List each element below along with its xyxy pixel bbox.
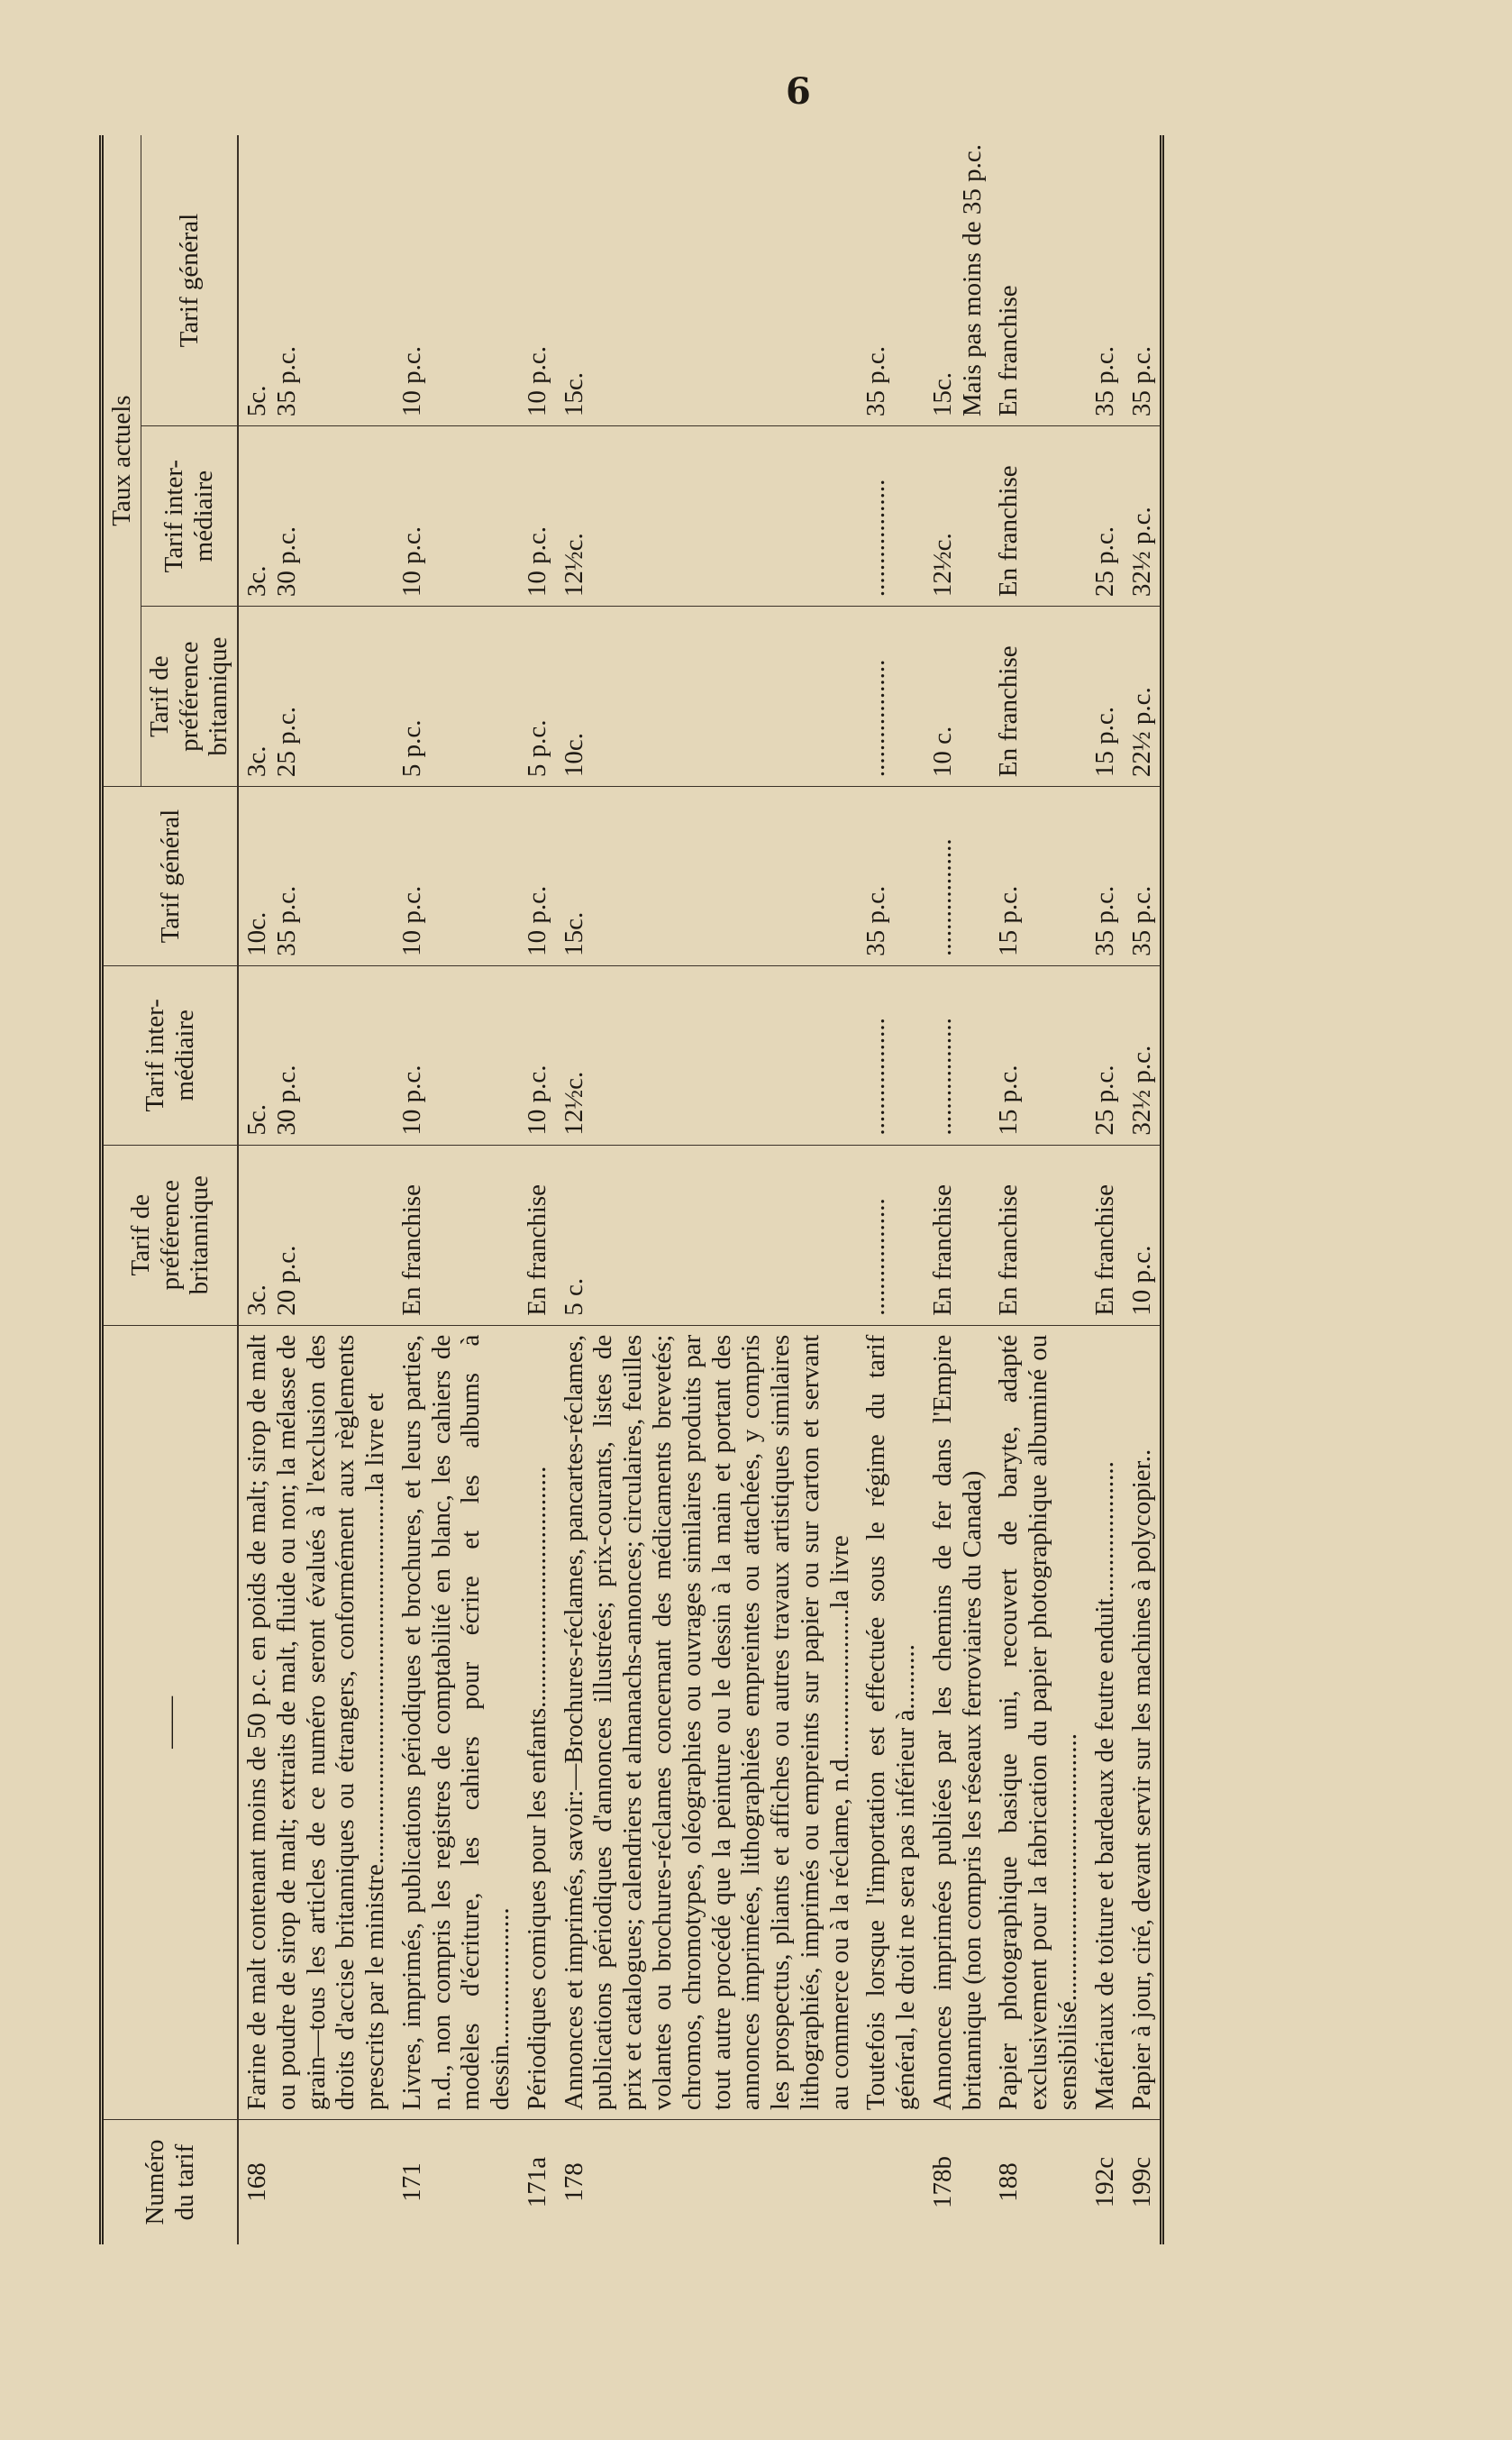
intermediate-rate-cell: 32½ p.c.: [1124, 965, 1162, 1145]
header-current-general: Tarif général: [141, 135, 238, 426]
general-rate-cell: 35 p.c.: [1087, 787, 1124, 966]
current-rate-note: Mais pas moins de 35 p.c.: [957, 144, 987, 417]
current-intermediate-cell: 12½c.: [925, 426, 991, 607]
table-row: [1124, 135, 1162, 2244]
preferential-rate-cell: En franchise: [990, 1145, 1086, 1325]
description-cell: Livres, imprimés, publications périodiques et brochures, et leurs parties, n.d., non compris les registres de comptabilité en blanc, les cahiers de modèles d'écriture, les cahiers pour écrire et les albums à dessin.....................: [394, 1325, 519, 2119]
current-general-cell: En franchise: [994, 285, 1024, 417]
intermediate-rate-cell: 10 p.c.: [394, 965, 519, 1145]
tariff-number-cell: 168: [238, 2120, 394, 2244]
current-intermediate-cell: 25 p.c.: [1087, 426, 1124, 607]
current-preferential-cell: ..................: [858, 607, 925, 787]
general-rate-cell: 35 p.c.: [858, 787, 925, 966]
tariff-number-cell: 171a: [519, 2120, 556, 2244]
current-preferential-cell: 10c.: [556, 607, 859, 787]
intermediate-rate-cell: ..................: [925, 965, 991, 1145]
current-general-cell: 35 p.c.: [861, 345, 891, 417]
tariff-table: [99, 135, 1164, 2244]
general-rate-cell: 10 p.c.: [519, 787, 556, 966]
current-general-cell: 35 p.c.: [1126, 345, 1156, 417]
current-intermediate-cell: 3c. 30 p.c.: [238, 426, 394, 607]
current-general-cell: 10 p.c.: [522, 345, 551, 417]
tariff-number-cell: 192c: [1087, 2120, 1124, 2244]
general-rate-cell: 10c. 35 p.c.: [238, 787, 394, 966]
current-preferential-cell: 22½ p.c.: [1124, 607, 1162, 787]
current-intermediate-cell: En franchise: [990, 426, 1086, 607]
header-current-preferential: Tarif de préférence britannique: [141, 607, 238, 787]
tariff-number-cell: 199c: [1124, 2120, 1162, 2244]
preferential-rate-cell: En franchise: [519, 1145, 556, 1325]
table-row: [1087, 135, 1124, 2244]
rotated-tariff-table: [99, 135, 1415, 2244]
current-intermediate-cell: 12½c.: [556, 426, 859, 607]
table-row: [858, 135, 925, 2244]
general-rate-cell: 15 p.c.: [990, 787, 1086, 966]
current-intermediate-cell: 10 p.c.: [394, 426, 519, 607]
intermediate-rate-cell: 25 p.c.: [1087, 965, 1124, 1145]
intermediate-rate-cell: 10 p.c.: [519, 965, 556, 1145]
current-preferential-cell: 15 p.c.: [1087, 607, 1124, 787]
intermediate-rate-cell: 5c. 30 p.c.: [238, 965, 394, 1145]
description-cell: Matériaux de toiture et bardeaux de feutre enduit.....................: [1087, 1325, 1124, 2119]
tariff-number-cell: 188: [990, 2120, 1086, 2244]
general-rate-cell: 15c.: [556, 787, 859, 966]
description-cell: Papier à jour, ciré, devant servir sur les machines à polycopier..: [1124, 1325, 1162, 2119]
current-preferential-cell: 10 c.: [925, 607, 991, 787]
description-cell: Annonces imprimées publiées par les chemins de fer dans l'Empire britannique (non compris les réseaux ferroviaires du Canada): [925, 1325, 991, 2119]
tariff-number-cell: 171: [394, 2120, 519, 2244]
table-body: [238, 135, 1162, 2244]
current-preferential-cell: 5 p.c.: [394, 607, 519, 787]
description-cell: Annonces et imprimés, savoir:—Brochures-réclames, pancartes-réclames, publications périodiques d'annonces illustrées; prix-courants, listes de prix et catalogues; calendriers et almanachs-annonces; circulaires, feuilles volantes ou brochures-réclames concernant des médicaments brevetés; chromos, chromotypes, oléographies ou ouvrages similaires produits par tout autre procédé que la peinture ou le dessin à la main et portant des annonces imprimées, lithographiées empreintes ou attachées, y compris les prospectus, pliants et affiches ou autres travaux artistiques similaires lithographiés, imprimés ou empreints sur papier ou sur carton et servant au commerce ou à la réclame, n.d.......................la livre: [556, 1325, 859, 2119]
current-general-cell: 10 p.c.: [396, 345, 426, 417]
current-intermediate-cell: 10 p.c.: [519, 426, 556, 607]
table-header: [102, 135, 239, 2244]
current-general-cell: 35 p.c.: [1089, 345, 1119, 417]
header-current-rates: Taux actuels: [102, 135, 141, 787]
preferential-rate-cell: En franchise: [394, 1145, 519, 1325]
general-rate-cell: ..................: [925, 787, 991, 966]
description-cell: Farine de malt contenant moins de 50 p.c. en poids de malt; sirop de malt ou poudre de sirop de malt; extraits de malt, fluide ou non; la mélasse de grain—tous les articles de ce numéro seront évalués à l'exclusion des droits d'accise britanniques ou étrangers, conformément aux règlements prescrits par le ministre.........................................................la livre et: [238, 1325, 394, 2119]
page-number: 6: [786, 70, 811, 113]
description-cell: Papier photographique basique uni, recouvert de baryte, adapté exclusivement pour la fabrication du papier photographique albuminé ou sensibilisé.........................................: [990, 1325, 1086, 2119]
intermediate-rate-cell: 15 p.c.: [990, 965, 1086, 1145]
table-row: [990, 135, 1086, 2244]
current-intermediate-cell: 32½ p.c.: [1124, 426, 1162, 607]
table-row: [556, 135, 859, 2244]
tariff-number-cell: 178b: [925, 2120, 991, 2244]
intermediate-rate-cell: 12½c.: [556, 965, 859, 1145]
description-cell: Périodiques comiques pour les enfants.....................................: [519, 1325, 556, 2119]
current-general-cell: 5c. 35 p.c.: [242, 345, 301, 417]
header-tariff-number: Numéro du tarif: [102, 2120, 239, 2244]
current-general-cell: 15c.: [559, 371, 588, 417]
header-intermediate: Tarif inter- médiaire: [102, 965, 239, 1145]
current-preferential-cell: 5 p.c.: [519, 607, 556, 787]
intermediate-rate-cell: ..................: [858, 965, 925, 1145]
preferential-rate-cell: En franchise: [925, 1145, 991, 1325]
current-preferential-cell: 3c. 25 p.c.: [238, 607, 394, 787]
table-row: [519, 135, 556, 2244]
table-row: [925, 135, 991, 2244]
header-general: Tarif général: [102, 787, 239, 966]
header-description: ——: [102, 1325, 239, 2119]
preferential-rate-cell: 10 p.c.: [1124, 1145, 1162, 1325]
current-preferential-cell: En franchise: [990, 607, 1086, 787]
general-rate-cell: 35 p.c.: [1124, 787, 1162, 966]
preferential-rate-cell: ..................: [858, 1145, 925, 1325]
current-general-cell: 15c. Mais pas moins de 35 p.c.: [927, 144, 987, 417]
description-cell: Toutefois lorsque l'importation est effectuée sous le régime du tarif général, le droit ne sera pas inférieur à..........: [858, 1325, 925, 2119]
preferential-rate-cell: 3c. 20 p.c.: [238, 1145, 394, 1325]
tariff-number-cell: [858, 2120, 925, 2244]
header-preferential: Tarif de préférence britannique: [102, 1145, 239, 1325]
header-current-intermediate: Tarif inter- médiaire: [141, 426, 238, 607]
table-row: [394, 135, 519, 2244]
preferential-rate-cell: 5 c.: [556, 1145, 859, 1325]
general-rate-cell: 10 p.c.: [394, 787, 519, 966]
table-row: [238, 135, 394, 2244]
current-intermediate-cell: ..................: [858, 426, 925, 607]
tariff-number-cell: 178: [556, 2120, 859, 2244]
preferential-rate-cell: En franchise: [1087, 1145, 1124, 1325]
